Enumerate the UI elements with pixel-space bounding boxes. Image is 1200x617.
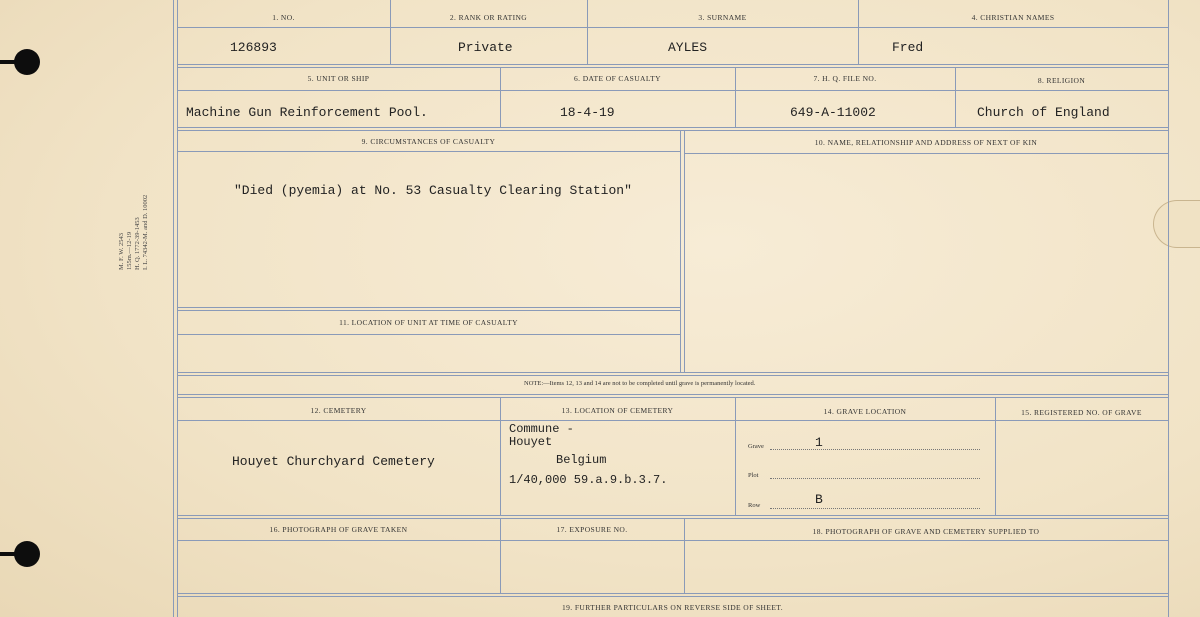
plot-label: Plot	[748, 472, 759, 479]
rule	[680, 130, 681, 372]
unit: Machine Gun Reinforcement Pool.	[186, 105, 428, 120]
rule	[858, 0, 859, 64]
rule	[177, 334, 680, 335]
service-number: 126893	[230, 40, 277, 55]
rule	[177, 372, 1168, 373]
cemetery-location-commune: Commune -	[509, 422, 574, 436]
hq-file-no: 649-A-11002	[790, 105, 876, 120]
rule	[177, 515, 1168, 516]
punch-hole-top	[14, 49, 40, 75]
rule	[177, 310, 680, 311]
footer-further-particulars: 19. FURTHER PARTICULARS ON REVERSE SIDE OF SHEET.	[561, 603, 783, 612]
rule	[684, 130, 685, 372]
date-of-casualty: 18-4-19	[560, 105, 615, 120]
margin-line: I. L. 74342-M. and D. 10002	[142, 194, 149, 270]
header-location-of-cemetery: 13. LOCATION OF CEMETERY	[561, 406, 674, 415]
note-text: NOTE:—Items 12, 13 and 14 are not to be completed until grave is permanently located.	[524, 380, 756, 387]
header-religion: 8. RELIGION	[1037, 76, 1086, 85]
header-rank: 2. RANK OR RATING	[449, 13, 528, 22]
header-no: 1. NO.	[272, 13, 295, 22]
cemetery-location-country: Belgium	[556, 453, 607, 467]
grave-number: 1	[815, 435, 823, 450]
punch-hole-bottom	[14, 541, 40, 567]
grave-label: Grave	[748, 443, 764, 450]
header-christian-names: 4. CHRISTIAN NAMES	[971, 13, 1055, 22]
circumstances: "Died (pyemia) at No. 53 Casualty Clearing Station"	[234, 183, 632, 198]
rule	[177, 394, 1168, 395]
binder-peg-top	[0, 60, 16, 64]
rule	[177, 593, 1168, 594]
surname: AYLES	[668, 40, 708, 55]
rule	[177, 27, 1168, 28]
cemetery-map-reference: 1/40,000 59.a.9.b.3.7.	[509, 473, 668, 487]
header-registered-no: 15. REGISTERED NO. OF GRAVE	[1021, 408, 1142, 417]
header-exposure-no: 17. EXPOSURE NO.	[556, 525, 628, 534]
rule	[177, 420, 1168, 421]
header-location-of-unit: 11. LOCATION OF UNIT AT TIME OF CASUALTY	[339, 318, 518, 327]
margin-line: M. F. W. 2543	[118, 232, 125, 270]
margin-line: 155m.—12-19	[126, 231, 133, 270]
header-next-of-kin: 10. NAME, RELATIONSHIP AND ADDRESS OF NEXT OF KIN	[814, 138, 1038, 147]
header-unit: 5. UNIT OR SHIP	[307, 74, 370, 83]
header-surname: 3. SURNAME	[698, 13, 747, 22]
christian-names: Fred	[892, 40, 924, 55]
rule	[684, 153, 1168, 154]
cemetery-location-town: Houyet	[509, 435, 553, 449]
rule	[177, 90, 1168, 91]
rule	[177, 67, 1168, 68]
index-tab-notch	[1153, 200, 1200, 248]
frame-left-rule	[173, 0, 174, 617]
header-date: 6. DATE OF CASUALTY	[574, 74, 661, 83]
cemetery-name: Houyet Churchyard Cemetery	[232, 454, 435, 469]
frame-right-rule	[1168, 0, 1169, 617]
rule	[177, 64, 1168, 65]
rule	[177, 307, 680, 308]
header-photo-supplied: 18. PHOTOGRAPH OF GRAVE AND CEMETERY SUPPLIED TO	[812, 527, 1040, 536]
row-value: B	[815, 492, 823, 507]
rule	[177, 596, 1168, 597]
rule	[177, 518, 1168, 519]
header-file-no: 7. H. Q. FILE NO.	[813, 74, 877, 83]
row-label: Row	[748, 502, 761, 509]
rule	[587, 0, 588, 64]
margin-print	[118, 195, 150, 270]
rule	[177, 397, 1168, 398]
rule	[177, 375, 1168, 376]
header-cemetery: 12. CEMETERY	[310, 406, 367, 415]
religion: Church of England	[977, 105, 1110, 120]
rule	[177, 130, 1168, 131]
rule	[390, 0, 391, 64]
rank: Private	[458, 40, 513, 55]
plot-dotted-line	[770, 478, 980, 479]
grave-dotted-line	[770, 449, 980, 450]
header-grave-location: 14. GRAVE LOCATION	[823, 407, 907, 416]
margin-line: H. Q. 1772-39-1453	[134, 217, 141, 270]
header-photo-taken: 16. PHOTOGRAPH OF GRAVE TAKEN	[269, 525, 408, 534]
rule	[177, 151, 680, 152]
header-circumstances: 9. CIRCUMSTANCES OF CASUALTY	[361, 137, 496, 146]
binder-peg-bottom	[0, 552, 16, 556]
row-dotted-line	[770, 508, 980, 509]
rule	[177, 540, 1168, 541]
rule	[177, 127, 1168, 128]
